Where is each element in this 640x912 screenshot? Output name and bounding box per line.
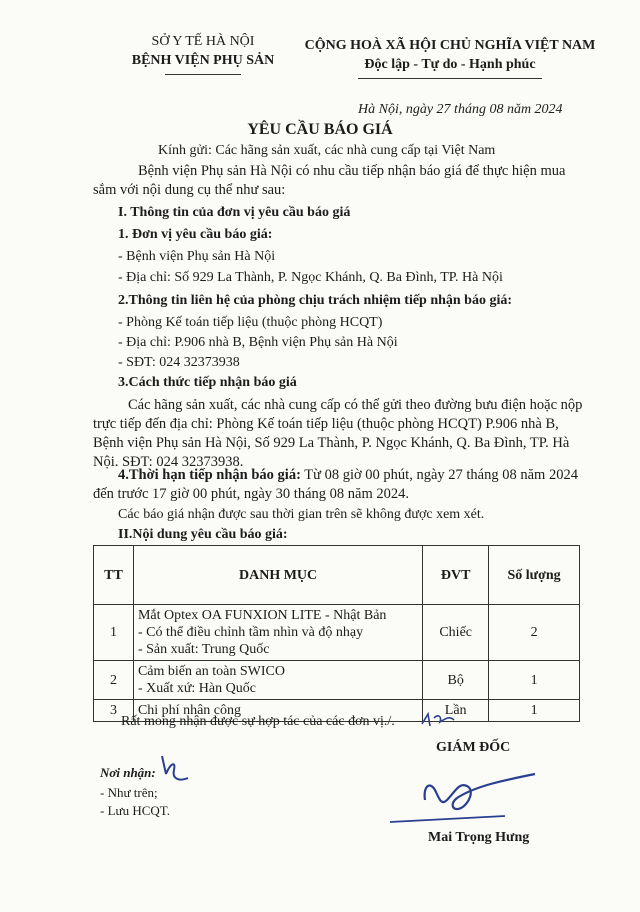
recipient-item: - Như trên; [100, 785, 158, 800]
sub1-heading: 1. Đơn vị yêu cầu báo giá: [118, 227, 273, 242]
row-item [133, 661, 422, 700]
closing-line: Rất mong nhận được sự hợp tác của các đơn vị./. [121, 714, 395, 729]
row-qty: 2 [489, 605, 580, 661]
recipient-item: - Lưu HCQT. [100, 803, 170, 818]
col-header-qty: Số lượng [489, 546, 580, 605]
row-item-line: - Sản xuất: Trung Quốc [137, 642, 270, 657]
row-tt: 1 [94, 605, 134, 661]
motto-underline [358, 78, 542, 79]
sub3-paragraph: Các hãng sản xuất, các nhà cung cấp có thể gửi theo đường bưu điện hoặc nộp trực tiếp đến địa chỉ: Phòng Kế toán tiếp liệu (thuộc phòng HCQT) P.906 nhà B, Bệnh viện Phụ sản Hà Nội, Số 929 La Thành, P. Ngọc Khánh, Q. Ba Đình, TP. Hà Nội. SĐT: 024 32373938. [93, 397, 583, 470]
col-header-tt: TT [94, 546, 134, 605]
row-qty: 1 [489, 700, 580, 722]
row-item-line: Cảm biến an toàn SWICO [137, 664, 285, 679]
row-unit: Lần [423, 700, 489, 722]
table-header-row [94, 546, 580, 605]
initials-mark [418, 708, 458, 730]
row-item [133, 605, 422, 661]
recipient-line: Kính gửi: Các hãng sản xuất, các nhà cung cấp tại Việt Nam [158, 143, 496, 158]
sub2-item: - Phòng Kế toán tiếp liệu (thuộc phòng HCQT) [118, 315, 383, 330]
sub1-item: - Địa chỉ: Số 929 La Thành, P. Ngọc Khánh, Q. Ba Đình, TP. Hà Nội [118, 270, 503, 285]
sub2-item: - Địa chỉ: P.906 nhà B, Bệnh viện Phụ sản Hà Nội [118, 335, 398, 350]
recipients-label: Nơi nhận: [100, 765, 156, 780]
document-title: YÊU CẦU BÁO GIÁ [247, 121, 393, 138]
col-header-unit: ĐVT [423, 546, 489, 605]
intro-paragraph: Bệnh viện Phụ sản Hà Nội có nhu cầu tiếp nhận báo giá để thực hiện mua sắm với nội dung cụ thể như sau: [93, 163, 566, 198]
section1-heading: I. Thông tin của đơn vị yêu cầu báo giá [118, 205, 351, 220]
row-unit: Chiếc [423, 605, 489, 661]
row-item-line: - Có thể điều chỉnh tầm nhìn và độ nhạy [137, 625, 364, 640]
document-date: Hà Nội, ngày 27 tháng 08 năm 2024 [358, 102, 563, 117]
row-qty: 1 [489, 661, 580, 700]
org-underline [165, 74, 241, 75]
sub2-item: - SĐT: 024 32373938 [118, 355, 240, 370]
country-name: CỘNG HOÀ XÃ HỘI CHỦ NGHĨA VIỆT NAM [304, 38, 596, 53]
sub2-heading: 2.Thông tin liên hệ của phòng chịu trách nhiệm tiếp nhận báo giá: [118, 293, 513, 308]
sub4-note: Các báo giá nhận được sau thời gian trên sẽ không được xem xét. [118, 507, 485, 522]
sub1-item: - Bệnh viện Phụ sản Hà Nội [118, 249, 276, 264]
sub3-heading: 3.Cách thức tiếp nhận báo giá [118, 375, 297, 390]
sub4-paragraph [93, 466, 583, 504]
org-parent: SỞ Y TẾ HÀ NỘI [151, 34, 255, 49]
section2-heading: II.Nội dung yêu cầu báo giá: [118, 527, 288, 542]
initials-mark [148, 752, 208, 792]
motto: Độc lập - Tự do - Hạnh phúc [364, 57, 536, 72]
table-row [94, 661, 580, 700]
quotation-table [93, 545, 580, 722]
table-row [94, 605, 580, 661]
row-unit: Bộ [423, 661, 489, 700]
row-item-line: Mắt Optex OA FUNXION LITE - Nhật Bản [137, 608, 387, 623]
signatory-name: Mai Trọng Hưng [428, 830, 530, 845]
signatory-title: GIÁM ĐỐC [436, 740, 511, 755]
row-item-line: - Xuất xứ: Hàn Quốc [137, 681, 256, 696]
signature [385, 760, 565, 830]
col-header-item: DANH MỤC [133, 546, 422, 605]
sub4-heading: 4.Thời hạn tiếp nhận báo giá: [118, 467, 301, 483]
sub4-text: Từ 08 giờ 00 phút, ngày 27 tháng 08 năm 2024 đến trước 17 giờ 00 phút, ngày 30 tháng 08 năm 2024. [93, 467, 578, 502]
row-tt: 2 [94, 661, 134, 700]
org-name: BỆNH VIỆN PHỤ SẢN [131, 53, 275, 68]
row-tt: 3 [94, 700, 134, 722]
row-item-line: Chi phí nhân công [137, 703, 241, 718]
